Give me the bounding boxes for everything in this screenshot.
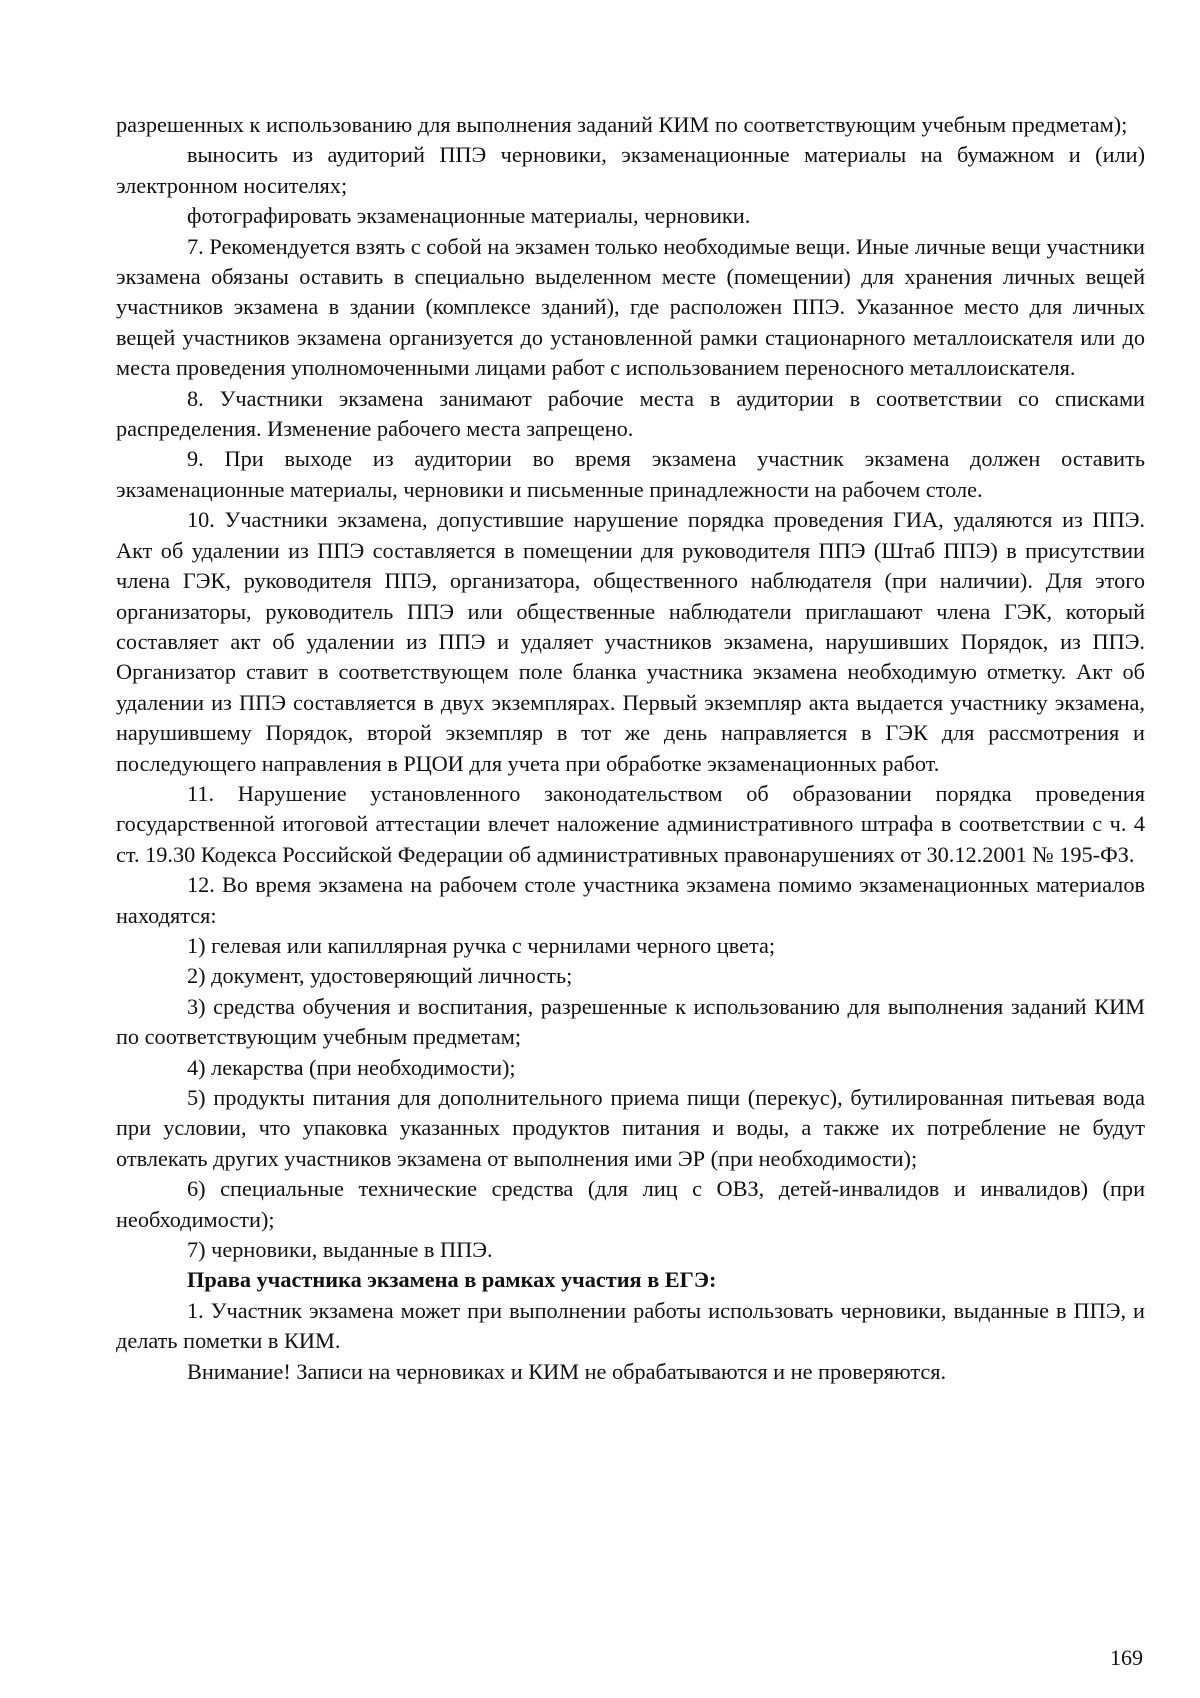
warning-note: Внимание! Записи на черновиках и КИМ не обрабатываются и не проверяются. <box>187 1358 947 1384</box>
list-item: 7) черновики, выданные в ППЭ. <box>187 1237 493 1263</box>
paragraph-item-7: 7. Рекомендуется взять с собой на экзамен только необходимые вещи. Иные личные вещи участники экзамена обязаны оставить в специально выделенном месте (помещении) для хранения личных вещей участников экзамена в здании (комплексе зданий), где расположен ППЭ. Указанное место для личных вещей участников экзамена организуется до установленной рамки стационарного металлоискателя или до места проведения уполномоченными лицами работ с использованием переносного металлоискателя. <box>116 233 1145 381</box>
list-item: 2) документ, удостоверяющий личность; <box>187 963 573 989</box>
paragraph-rights-1: 1. Участник экзамена может при выполнении работы использовать черновики, выданные в ППЭ, и делать пометки в КИМ. <box>116 1297 1145 1354</box>
paragraph: фотографировать экзаменационные материалы, черновики. <box>187 203 751 229</box>
paragraph-item-11: 11. Нарушение установленного законодательством об образовании порядка проведения государственной итоговой аттестации влечет наложение административного штрафа в соответствии с ч. 4 ст. 19.30 Кодекса Российской Федерации об административных правонарушениях от 30.12.2001 № 195-ФЗ. <box>116 780 1145 867</box>
paragraph-item-10: 10. Участники экзамена, допустившие нарушение порядка проведения ГИА, удаляются из ППЭ. Акт об удалении из ППЭ составляется в помещении для руководителя ППЭ (Штаб ППЭ) в присутствии члена ГЭК, руководителя ППЭ, организатора, общественного наблюдателя (при наличии). Для этого организаторы, руководитель ППЭ или общественные наблюдатели приглашают члена ГЭК, который составляет акт об удалении из ППЭ и удаляет участников экзамена, нарушивших Порядок, из ППЭ. Организатор ставит в соответствующем поле бланка участника экзамена необходимую отметку. Акт об удалении из ППЭ составляется в двух экземплярах. Первый экземпляр акта выдается участнику экзамена, нарушившему Порядок, второй экземпляр в тот же день направляется в ГЭК для рассмотрения и последующего направления в РЦОИ для учета при обработке экзаменационных работ. <box>116 507 1145 776</box>
document-body <box>116 110 1145 1387</box>
list-item: 6) специальные технические средства (для лиц с ОВЗ, детей-инвалидов и инвалидов) (при необходимости); <box>116 1176 1145 1232</box>
page-number: 169 <box>1110 1645 1143 1670</box>
paragraph-item-9: 9. При выходе из аудитории во время экзамена участник экзамена должен оставить экзаменационные материалы, черновики и письменные принадлежности на рабочем столе. <box>116 446 1145 502</box>
paragraph-item-8: 8. Участники экзамена занимают рабочие места в аудитории в соответствии со списками распределения. Изменение рабочего места запрещено. <box>116 385 1145 442</box>
section-heading: Права участника экзамена в рамках участия в ЕГЭ: <box>187 1267 717 1293</box>
list-item: 3) средства обучения и воспитания, разрешенные к использованию для выполнения заданий КИМ по соответствующим учебным предметам; <box>116 993 1145 1050</box>
list-item: 4) лекарства (при необходимости); <box>187 1054 516 1080</box>
paragraph: разрешенных к использованию для выполнения заданий КИМ по соответствующим учебным предметам); <box>116 112 1128 137</box>
paragraph: выносить из аудиторий ППЭ черновики, экзаменационные материалы на бумажном и (или) электронном носителях; <box>116 142 1145 198</box>
paragraph-item-12: 12. Во время экзамена на рабочем столе участника экзамена помимо экзаменационных материалов находятся: <box>116 872 1145 928</box>
list-item: 5) продукты питания для дополнительного приема пищи (перекус), бутилированная питьевая вода при условии, что упаковка указанных продуктов питания и воды, а также их потребление не будут отвлекать других участников экзамена от выполнения ими ЭР (при необходимости); <box>116 1085 1145 1171</box>
list-item: 1) гелевая или капиллярная ручка с чернилами черного цвета; <box>187 932 776 958</box>
